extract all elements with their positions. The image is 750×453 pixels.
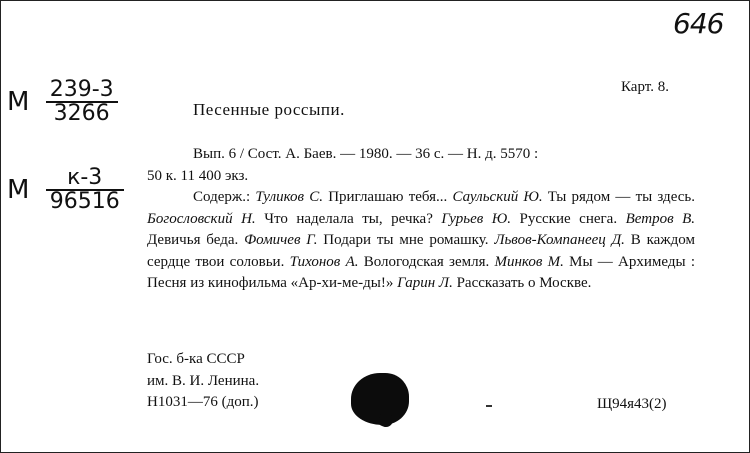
contents-song-title: Что наделала ты, речка? (255, 210, 442, 227)
library-dedication: им. В. И. Ленина. (147, 372, 260, 389)
contents-author: Гурьев Ю. (441, 210, 511, 227)
contents-author: Ветров В. (625, 210, 696, 227)
card-print-code: Н1031—76 (доп.) (147, 394, 259, 410)
contents-author: Минков М. (494, 253, 564, 270)
contents-song-title: Ты рядом — ты здесь. (542, 189, 695, 205)
shelf-mark-2 (7, 167, 124, 213)
shelf-mark-1 (7, 79, 118, 125)
library-block (147, 349, 259, 414)
shelf-mark-numerator: 239-3 (49, 77, 114, 102)
contents-author: Фомичев Г. (244, 232, 318, 248)
contents-song-title: Подари ты мне ромашку. (317, 232, 495, 248)
imprint-price-run: 50 к. 11 400 экз. (147, 167, 249, 184)
classification-code: Щ94я43(2) (597, 396, 667, 412)
contents-author: Тихонов А. (289, 253, 359, 270)
handwritten-card-number: 646 (673, 7, 724, 40)
contents-song-title: Рассказать о Москве. (452, 275, 592, 291)
contents-author: Саульский Ю. (452, 189, 543, 205)
contents-author: Львов-Компанеец Д. (494, 232, 625, 248)
contents-song-title: Приглашаю тебя... (323, 189, 453, 205)
shelf-mark-fraction (46, 167, 124, 213)
contents-note (147, 187, 695, 295)
shelf-mark-numerator: к-3 (67, 165, 103, 190)
contents-author: Богословский Н. (147, 210, 256, 227)
contents-author: Гарин Л. (397, 275, 453, 291)
card-index-label: Карт. 8. (621, 79, 669, 95)
library-name: Гос. б-ка СССР (147, 351, 245, 367)
contents-song-title: Вологодская земля. (358, 253, 495, 270)
contents-song-title: В каждом сердце твои соловьи. (147, 232, 696, 270)
shelf-mark-prefix: М (7, 87, 30, 117)
contents-author: Туликов С. (255, 189, 324, 205)
contents-label: Содерж.: (193, 189, 256, 205)
shelf-mark-fraction (46, 79, 118, 125)
shelf-mark-denominator: 3266 (46, 101, 118, 125)
record-body (147, 144, 695, 295)
contents-song-title: Русские снега. (511, 210, 626, 227)
shelf-mark-prefix: М (7, 175, 30, 205)
imprint-line: Вып. 6 / Сост. А. Баев. — 1980. — 36 с. — Н. д. 5570 : (193, 146, 539, 162)
contents-song-title: Мы — Архимеды : Песня из кинофильма «Ар-хи-ме-ды!» (147, 253, 696, 291)
record-title: Песенные россыпи. (193, 100, 345, 119)
contents-song-title: Девичья беда. (147, 232, 245, 248)
shelf-mark-denominator: 96516 (46, 189, 124, 213)
stray-mark (486, 405, 492, 407)
